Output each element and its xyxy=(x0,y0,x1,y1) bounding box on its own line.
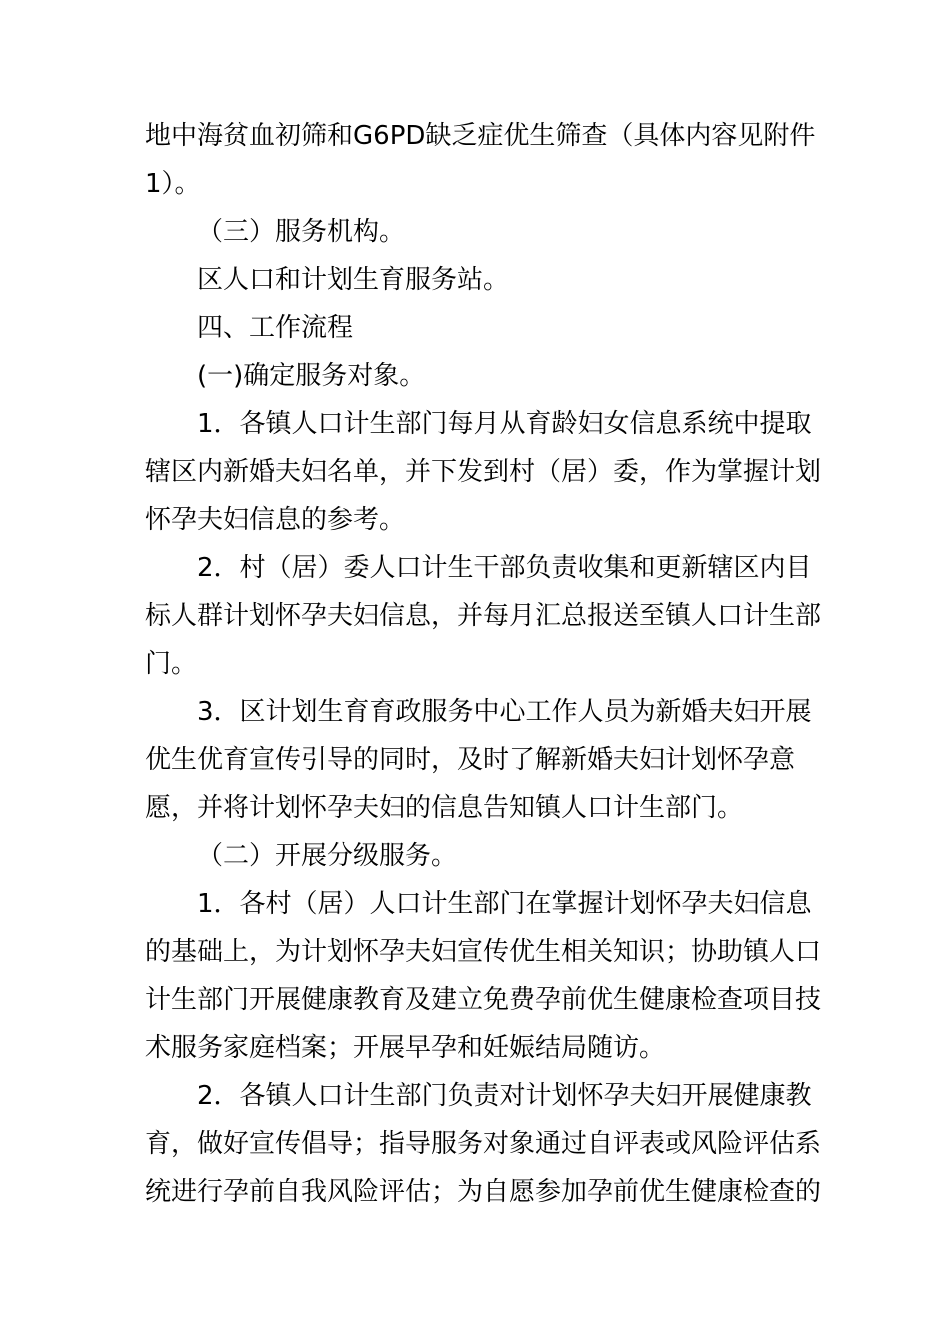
heading-determine-targets: (一)确定服务对象。 xyxy=(197,361,426,391)
paragraph-item-2-village-collect: 2．村（居）委人口计生干部负责收集和更新辖区内目标人群计划怀孕夫妇信息，并每月汇总报送至镇人口计生部门。 xyxy=(145,553,822,679)
heading-tiered-services: （二）开展分级服务。 xyxy=(197,841,458,871)
paragraph-tier-2-town: 2．各镇人口计生部门负责对计划怀孕夫妇开展健康教育，做好宣传倡导；指导服务对象通过自评表或风险评估系统进行孕前自我风险评估；为自愿参加孕前优生健康检查的 xyxy=(145,1081,822,1207)
heading-workflow: 四、工作流程 xyxy=(197,313,354,343)
paragraph-item-3-district-center: 3．区计划生育育政服务中心工作人员为新婚夫妇开展优生优育宣传引导的同时，及时了解新婚夫妇计划怀孕意愿，并将计划怀孕夫妇的信息告知镇人口计生部门。 xyxy=(145,697,812,823)
heading-service-institution: （三）服务机构。 xyxy=(197,217,406,247)
paragraph-service-station: 区人口和计划生育服务站。 xyxy=(197,265,510,295)
document-body xyxy=(145,112,825,1216)
paragraph-screening-continuation: 地中海贫血初筛和G6PD缺乏症优生筛查（具体内容见附件1）。 xyxy=(145,121,816,199)
paragraph-item-1-town-extract: 1．各镇人口计生部门每月从育龄妇女信息系统中提取辖区内新婚夫妇名单，并下发到村（居）委，作为掌握计划怀孕夫妇信息的参考。 xyxy=(145,409,822,535)
paragraph-tier-1-village: 1．各村（居）人口计生部门在掌握计划怀孕夫妇信息的基础上，为计划怀孕夫妇宣传优生相关知识；协助镇人口计生部门开展健康教育及建立免费孕前优生健康检查项目技术服务家庭档案；开展早孕和妊娠结局随访。 xyxy=(145,889,822,1063)
